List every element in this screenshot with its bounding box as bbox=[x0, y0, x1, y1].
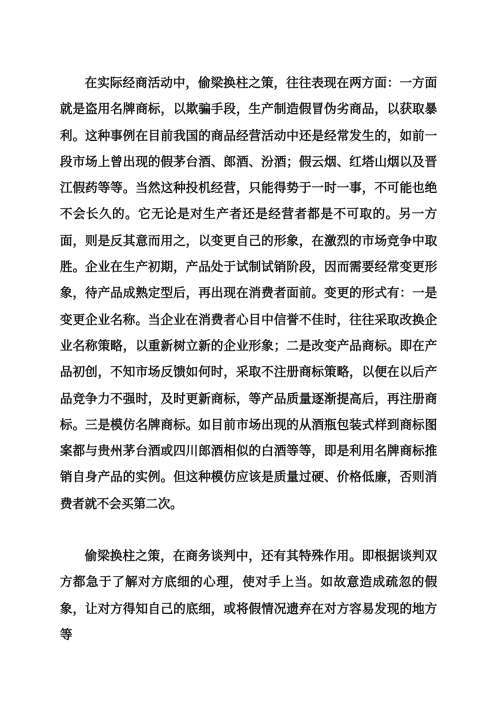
paragraph: 偷梁换柱之策，在商务谈判中，还有其特殊作用。即根据谈判双方都急于了解对方底细的心理，使对手上当。如故意造成疏忽的假象，让对方得知自己的底细，或将假情况遗弃在对方容易发现的地方等 bbox=[60, 548, 437, 642]
document-page bbox=[60, 70, 437, 648]
paragraph: 在实际经商活动中，偷梁换柱之策，往往表现在两方面：一方面就是盗用名牌商标，以欺骗手段，生产制造假冒伪劣商品，以获取暴利。这种事例在目前我国的商品经营活动中还是经常发生的，如前一段市场上曾出现的假茅台酒、郎酒、汾酒；假云烟、红塔山烟以及晋江假药等等。当然这种投机经营，只能得势于一时一事，不可能也绝不会长久的。它无论是对生产者还是经营者都是不可取的。另一方面，则是反其意而用之，以变更自己的形象，在激烈的市场竞争中取胜。企业在生产初期，产品处于试制试销阶段，因而需要经常变更形象，待产品成熟定型后，再出现在消费者面前。变更的形式有：一是变更企业名称。当企业在消费者心目中信誉不佳时，往往采取改换企业名称策略，以重新树立新的企业形象；二是改变产品商标。即在产品初创，不知市场反馈如何时，采取不注册商标策略，以便在以后产品竞争力不强时，及时更新商标，等产品质量逐渐提高后，再注册商标。三是模仿名牌商标。如目前市场出现的从酒瓶包装式样到商标图案都与贵州茅台酒或四川郎酒相似的白酒等等，即是利用名牌商标推销自身产品的实例。但这种模仿应该是质量过硬、价格低廉，否则消费者就不会买第二次。 bbox=[60, 75, 437, 511]
